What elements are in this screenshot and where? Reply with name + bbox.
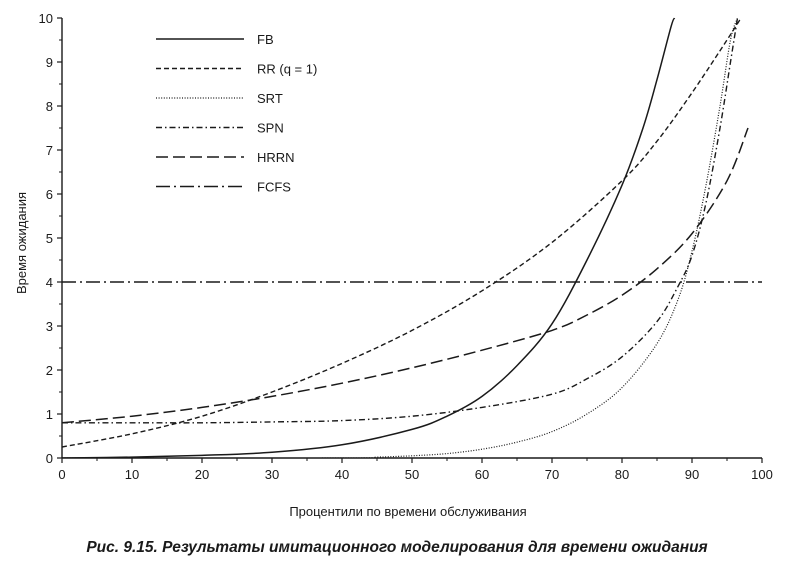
- series-lines: [62, 18, 762, 458]
- legend-label-rr-q-1: RR (q = 1): [257, 61, 318, 77]
- y-tick-label: 10: [38, 11, 53, 26]
- x-tick-label: 50: [404, 467, 420, 482]
- x-tick-label: 0: [58, 467, 66, 482]
- x-tick-label: 100: [751, 467, 773, 482]
- x-tick-label: 30: [264, 467, 280, 482]
- legend-label-hrrn: HRRN: [257, 150, 295, 165]
- y-tick-label: 7: [45, 143, 53, 158]
- y-tick-label: 4: [45, 275, 53, 290]
- legend-label-fcfs: FCFS: [257, 179, 291, 195]
- plot-area: [62, 18, 762, 458]
- y-tick-label: 3: [45, 319, 53, 334]
- y-axis-label: Время ожидания: [14, 191, 29, 295]
- series-line-rr-q-1: [62, 18, 741, 447]
- y-tick-label: 6: [45, 187, 53, 202]
- y-tick-label: 9: [45, 55, 53, 70]
- y-tick-label: 2: [45, 363, 53, 378]
- legend-label-fb: FB: [257, 32, 274, 47]
- x-tick-label: 20: [194, 467, 210, 482]
- y-tick-label: 5: [45, 231, 53, 246]
- x-tick-label: 10: [124, 467, 140, 482]
- axis-ticks: [39, 11, 773, 482]
- legend-label-srt: SRT: [257, 91, 283, 106]
- legend-label-spn: SPN: [257, 120, 284, 136]
- y-tick-label: 1: [45, 407, 53, 422]
- x-tick-label: 80: [614, 467, 630, 482]
- series-line-srt: [62, 18, 738, 458]
- series-line-fb: [62, 18, 675, 458]
- y-tick-label: 8: [45, 99, 53, 114]
- x-axis-label: Процентили по времени обслуживания: [289, 504, 527, 519]
- series-line-spn: [62, 18, 738, 423]
- legend: [156, 32, 317, 195]
- y-tick-label: 0: [45, 451, 53, 466]
- series-line-hrrn: [62, 128, 748, 423]
- x-tick-label: 40: [334, 467, 350, 482]
- x-tick-label: 90: [684, 467, 700, 482]
- x-tick-label: 70: [544, 467, 560, 482]
- x-tick-label: 60: [474, 467, 490, 482]
- figure-caption: Рис. 9.15. Результаты имитационного моделирования для времени ожидания: [86, 539, 708, 556]
